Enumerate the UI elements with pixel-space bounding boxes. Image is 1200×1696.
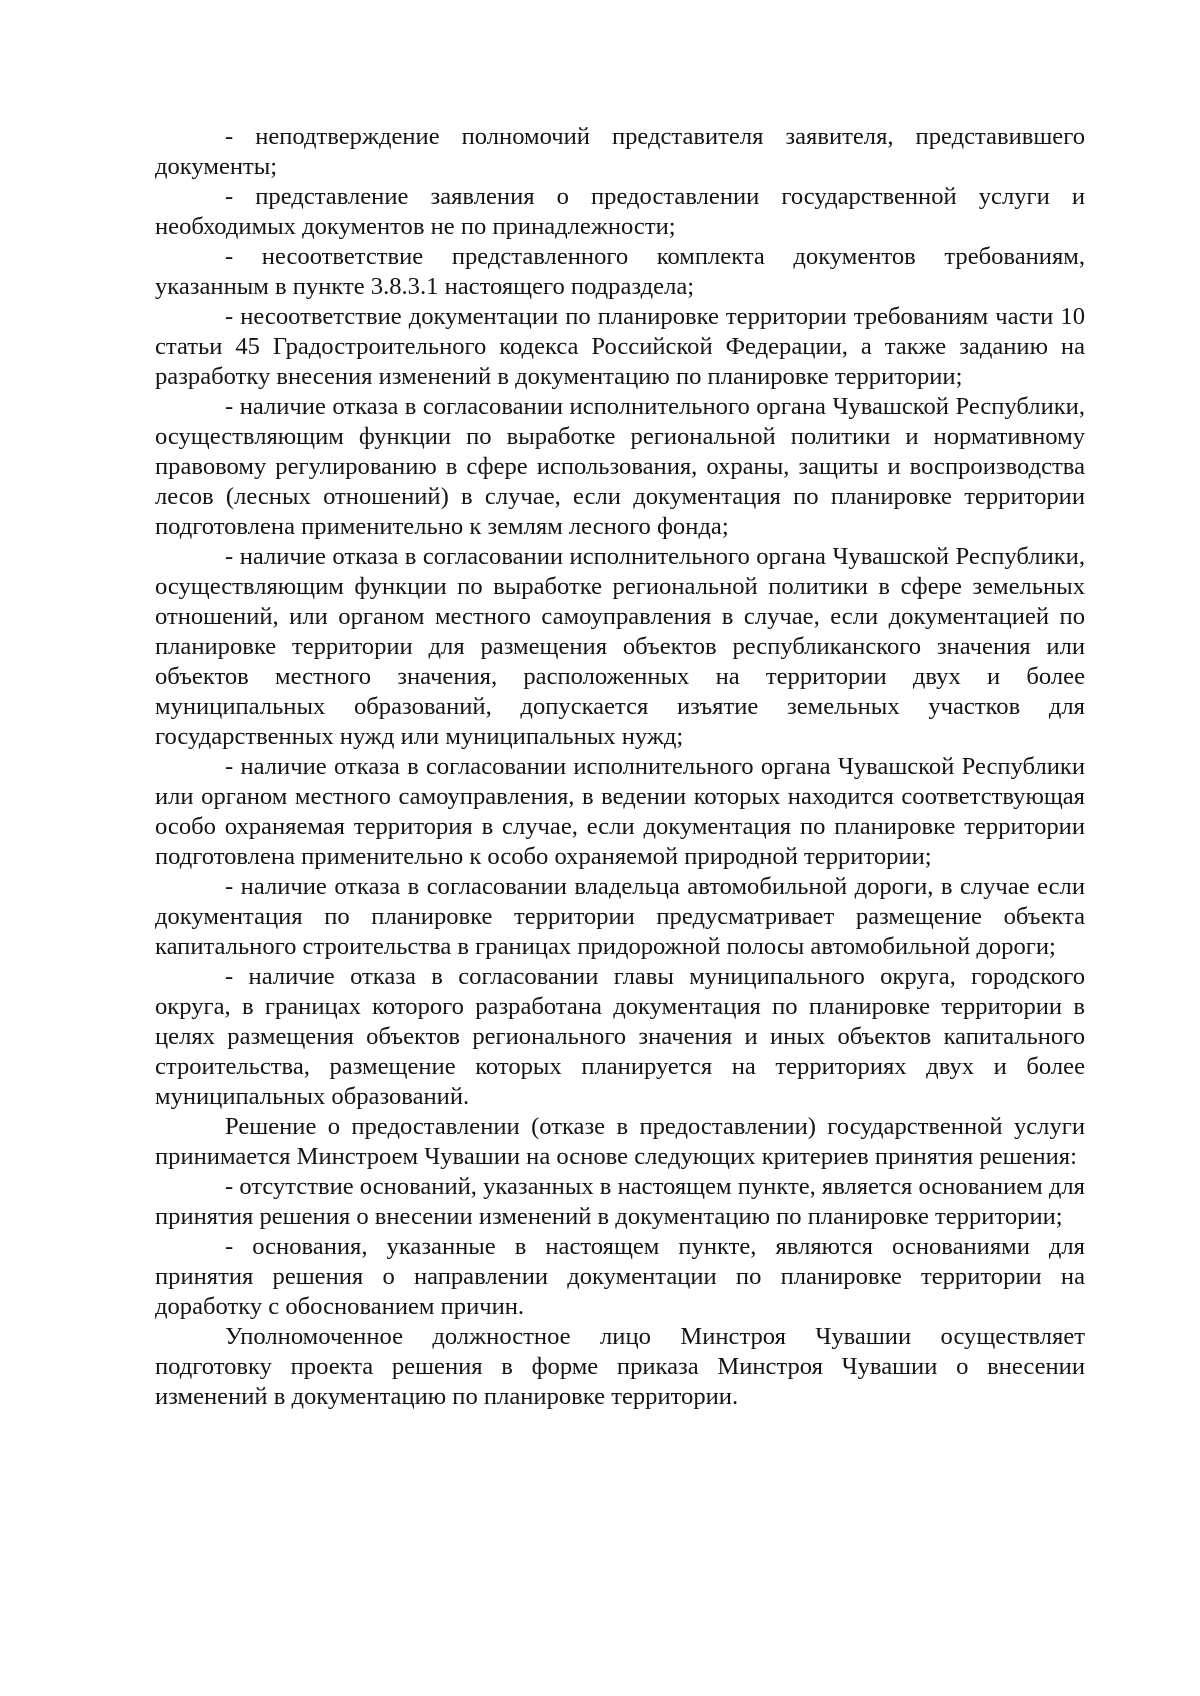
- paragraph-refusal-road-owner: - наличие отказа в согласовании владельца автомобильной дороги, в случае если документация по планировке территории предусматривает размещение объекта капитального строительства в границах придорожной полосы автомобильной дороги;: [155, 873, 1085, 960]
- paragraph-refusal-forest-authority: - наличие отказа в согласовании исполнительного органа Чувашской Республики, осуществляющим функции по выработке региональной политики и нормативному правовому регулированию в сфере использования, охраны, защиты и воспроизводства лесов (лесных отношений) в случае, если документация по планировке территории подготовлена применительно к землям лесного фонда;: [155, 393, 1085, 540]
- paragraph-refusal-wrong-jurisdiction: - представление заявления о предоставлении государственной услуги и необходимых документов не по принадлежности;: [155, 183, 1085, 240]
- paragraph-refusal-noncompliance-code: - несоответствие документации по планировке территории требованиям части 10 статьи 45 Градостроительного кодекса Российской Федерации, а также заданию на разработку внесения изменений в документацию по планировке территории;: [155, 303, 1085, 390]
- paragraph-refusal-incomplete-documents: - несоответствие представленного комплекта документов требованиям, указанным в пункте 3.8.3.1 настоящего подраздела;: [155, 243, 1085, 300]
- paragraph-refusal-representative-authority: - неподтверждение полномочий представителя заявителя, представившего документы;: [155, 123, 1085, 180]
- document-body: [155, 122, 1085, 1412]
- paragraph-criterion-no-grounds: - отсутствие оснований, указанных в настоящем пункте, является основанием для принятия решения о внесении изменений в документацию по планировке территории;: [155, 1173, 1085, 1230]
- paragraph-decision-criteria: Решение о предоставлении (отказе в предоставлении) государственной услуги принимается Минстроем Чувашии на основе следующих критериев принятия решения:: [155, 1113, 1085, 1170]
- paragraph-authorized-official: Уполномоченное должностное лицо Минстроя Чувашии осуществляет подготовку проекта решения в форме приказа Минстроя Чувашии о внесении изменений в документацию по планировке территории.: [155, 1323, 1085, 1410]
- paragraph-refusal-protected-territory: - наличие отказа в согласовании исполнительного органа Чувашской Республики или органом местного самоуправления, в ведении которых находится соответствующая особо охраняемая территория в случае, если документация по планировке территории подготовлена применительно к особо охраняемой природной территории;: [155, 753, 1085, 870]
- paragraph-criterion-grounds: - основания, указанные в настоящем пункте, являются основаниями для принятия решения о направлении документации по планировке территории на доработку с обоснованием причин.: [155, 1233, 1085, 1320]
- paragraph-refusal-land-authority: - наличие отказа в согласовании исполнительного органа Чувашской Республики, осуществляющим функции по выработке региональной политики в сфере земельных отношений, или органом местного самоуправления в случае, если документацией по планировке территории для размещения объектов республиканского значения или объектов местного значения, расположенных на территории двух и более муниципальных образований, допускается изъятие земельных участков для государственных нужд или муниципальных нужд;: [155, 543, 1085, 750]
- paragraph-refusal-municipal-head: - наличие отказа в согласовании главы муниципального округа, городского округа, в границах которого разработана документация по планировке территории в целях размещения объектов регионального значения и иных объектов капитального строительства, размещение которых планируется на территориях двух и более муниципальных образований.: [155, 963, 1085, 1110]
